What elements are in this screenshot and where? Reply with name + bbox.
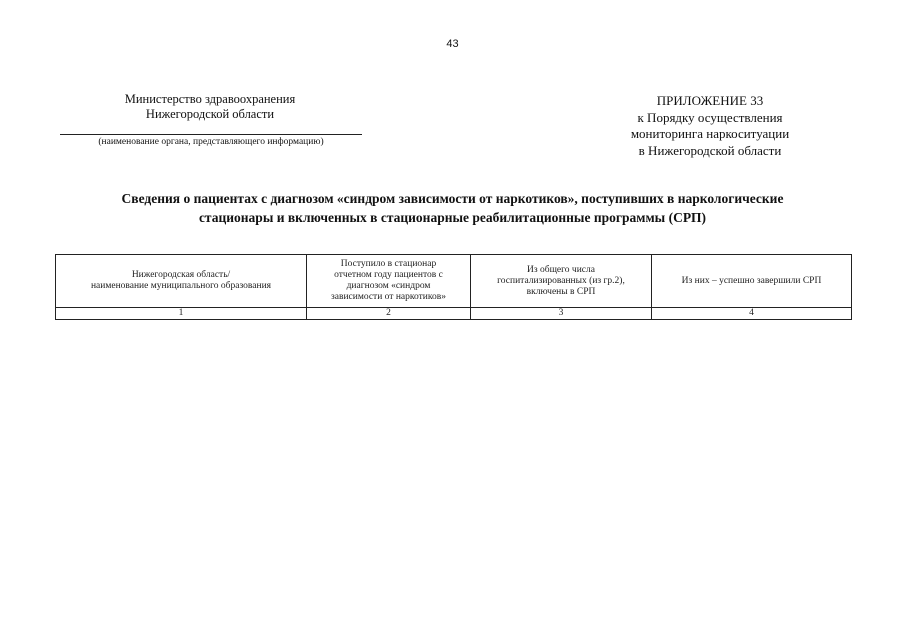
page-number: 43 (446, 38, 459, 50)
header-completed-line: Из них – успешно завершили СРП (681, 275, 822, 286)
header-admitted-line: Поступило в стационар (340, 259, 437, 269)
header-included-line: включены в СРП (526, 286, 596, 297)
column-number-cell: 2 (307, 308, 471, 320)
column-number-cell: 1 (56, 308, 307, 320)
appendix-heading (590, 93, 830, 159)
column-number-cell: 3 (471, 308, 652, 320)
header-region-line: Нижегородская область/ (131, 270, 231, 280)
column-number-cell: 4 (652, 308, 852, 320)
header-included-line: Из общего числа (527, 264, 595, 275)
appendix-line-2: к Порядку осуществления (637, 109, 783, 125)
organization-underline (60, 134, 362, 135)
appendix-line-1: ПРИЛОЖЕНИЕ 33 (656, 93, 764, 108)
document-title (50, 189, 855, 227)
header-admitted-line: диагнозом «синдром (346, 281, 431, 291)
header-admitted (307, 255, 471, 308)
organization-line-2: Нижегородской области (145, 107, 275, 121)
header-completed (652, 255, 852, 308)
header-region (56, 255, 307, 308)
appendix-line-3: мониторинга наркоситуации (630, 126, 790, 141)
organization-name (60, 92, 360, 122)
header-admitted-line: зависимости от наркотиков» (331, 292, 446, 302)
table-header-row (56, 255, 852, 308)
organization-line-1: Министерство здравоохранения (124, 92, 296, 106)
title-line-2: стационары и включенных в стационарные реабилитационные программы (СРП) (198, 210, 707, 225)
organization-caption: (наименование органа, представляющего информацию) (98, 137, 324, 147)
header-included-line: госпитализированных (из гр.2), (497, 275, 625, 286)
title-line-1: Сведения о пациентах с диагнозом «синдром зависимости от наркотиков», поступивших в наркологические (121, 191, 784, 206)
appendix-line-4: в Нижегородской области (638, 142, 782, 158)
report-table (55, 254, 852, 320)
table-column-number-row (56, 308, 852, 320)
header-region-line: наименование муниципального образования (90, 281, 272, 291)
header-admitted-line: отчетном году пациентов с (334, 270, 443, 280)
header-included (471, 255, 652, 308)
